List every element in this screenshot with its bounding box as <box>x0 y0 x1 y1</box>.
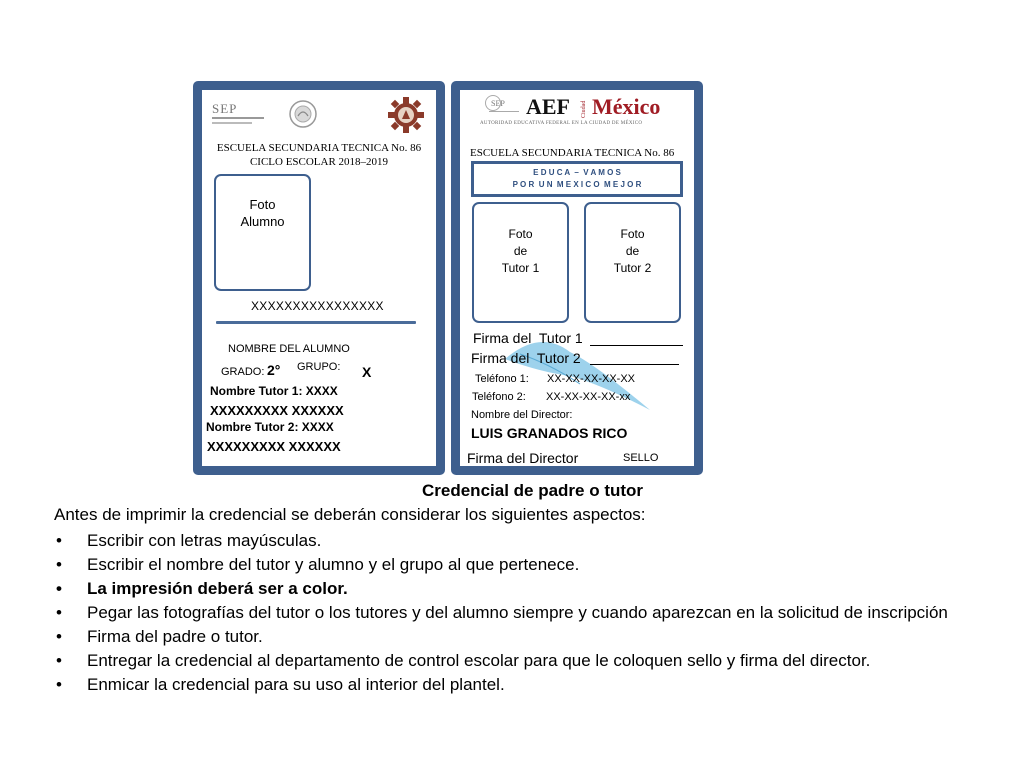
sep-logo-text: SEP <box>212 101 238 116</box>
photo-label: Tutor 2 <box>613 261 652 275</box>
list-item: • Escribir con letras mayúsculas. <box>54 529 948 553</box>
list-item: • Entregar la credencial al departamento de control escolar para que le coloquen sello y firma del director. <box>54 649 948 673</box>
tutor2-value: XXXX <box>301 420 334 434</box>
motto-line-2: P O R U N M E X I C O M E J O R <box>512 180 642 189</box>
tutor1-value-line2: XXXXXXXXX XXXXXX <box>210 403 344 418</box>
director-label: Nombre del Director: <box>471 409 573 421</box>
photo-label: Tutor 1 <box>501 261 540 275</box>
tutor1-signature-line <box>590 345 683 346</box>
photo-label: Foto <box>249 197 276 212</box>
director-signature-label: Firma del Director <box>467 450 579 466</box>
tutor1-photo-box <box>472 202 569 323</box>
phone1-label: Teléfono 1: <box>475 373 529 385</box>
group-label: GRUPO: <box>297 361 341 373</box>
list-item: • Firma del padre o tutor. <box>54 625 948 649</box>
list-item: • Enmicar la credencial para su uso al interior del plantel. <box>54 673 948 697</box>
ciudad-text: Ciudad <box>581 100 587 118</box>
photo-label: de <box>625 244 640 258</box>
list-item: • Escribir el nombre del tutor y alumno y el grupo al que pertenece. <box>54 553 948 577</box>
tutor2-label: Nombre Tutor 2: <box>206 420 299 434</box>
tutor1-signature-label: Firma del Tutor 1 <box>473 330 583 346</box>
phone2-label: Teléfono 2: <box>472 391 526 403</box>
sep-logo-text: SEP <box>491 99 505 108</box>
photo-label: Foto <box>508 227 533 241</box>
school-cycle: CICLO ESCOLAR 2018–2019 <box>249 156 389 168</box>
group-value: X <box>362 364 372 380</box>
list-item: • Pegar las fotografías del tutor o los tutores y del alumno siempre y cuando aparezcan en la solicitud de inscripción <box>54 601 948 625</box>
photo-label: Alumno <box>240 214 285 229</box>
credential-caption: Credencial de padre o tutor <box>422 481 644 500</box>
sep-logo <box>208 101 268 129</box>
motto-line-1: E D U C A – V A M O S <box>533 168 621 177</box>
seal-label: SELLO <box>623 452 659 464</box>
grade-label: GRADO: <box>221 366 265 378</box>
tutor2-photo-box <box>584 202 681 323</box>
aef-mexico-logo <box>526 94 701 124</box>
coat-of-arms-icon <box>288 99 318 134</box>
student-credential-front <box>193 81 445 475</box>
school-name: ESCUELA SECUNDARIA TECNICA No. 86 <box>470 147 675 159</box>
student-name-label: NOMBRE DEL ALUMNO <box>228 343 350 355</box>
phone1-value: XX-XX-XX-XX-XX <box>547 373 636 385</box>
phone2-value: XX-XX-XX-XX-xx <box>546 391 631 403</box>
photo-label: de <box>513 244 528 258</box>
tutor1-value: XXXX <box>305 384 338 398</box>
mexico-text: México <box>592 94 661 119</box>
instructions-intro: Antes de imprimir la credencial se deberán considerar los siguientes aspectos: <box>54 505 646 524</box>
instructions-list <box>54 529 948 697</box>
student-photo-box <box>214 174 311 291</box>
name-underline <box>216 321 416 324</box>
aef-subtitle: AUTORIDAD EDUCATIVA FEDERAL EN LA CIUDAD DE MÉXICO <box>480 121 643 126</box>
student-name-value: XXXXXXXXXXXXXXXX <box>251 299 384 313</box>
tutor1-label: Nombre Tutor 1: <box>210 384 303 398</box>
photo-label: Foto <box>620 227 645 241</box>
aef-text: AEF <box>526 94 570 119</box>
tutor1-name-line <box>210 384 338 398</box>
tutor2-value-line2: XXXXXXXXX XXXXXX <box>207 439 341 454</box>
tutor2-signature-label: Firma del Tutor 2 <box>471 350 581 366</box>
grade-row <box>221 360 431 382</box>
motto-box <box>471 161 683 197</box>
grade-value: 2° <box>267 362 281 378</box>
school-name: ESCUELA SECUNDARIA TECNICA No. 86 <box>216 142 422 154</box>
tutor2-name-line <box>206 420 334 434</box>
director-name: LUIS GRANADOS RICO <box>471 425 628 441</box>
list-item: • La impresión deberá ser a color. <box>54 577 948 601</box>
tutor-credential-back <box>451 81 703 475</box>
sep-logo <box>485 95 525 123</box>
gear-school-logo-icon <box>387 96 425 139</box>
tutor2-signature-line <box>590 364 679 365</box>
